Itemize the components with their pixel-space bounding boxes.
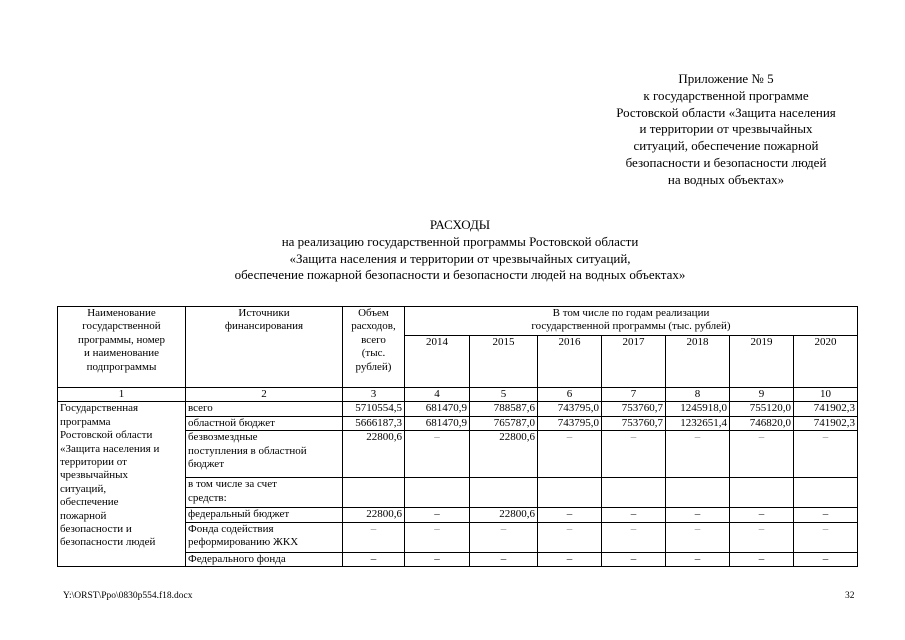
title-line: на реализацию государственной программы Ростовской области — [281, 233, 639, 249]
year-cell: – — [794, 522, 858, 552]
title-line: «Защита населения и территории от чрезвычайных ситуаций, — [289, 250, 631, 266]
year-cell: – — [730, 508, 794, 522]
header-year: 2018 — [666, 336, 730, 388]
year-cell: – — [730, 522, 794, 552]
year-cell: 743795,0 — [538, 402, 602, 416]
header-year: 2016 — [538, 336, 602, 388]
expenses-table — [57, 306, 858, 567]
source-cell: Федерального фонда — [186, 552, 343, 566]
column-number: 9 — [730, 388, 794, 402]
year-cell: 755120,0 — [730, 402, 794, 416]
column-number: 8 — [666, 388, 730, 402]
total-cell: 5710554,5 — [343, 402, 405, 416]
year-cell: 753760,7 — [602, 402, 666, 416]
total-cell: 22800,6 — [343, 508, 405, 522]
year-cell: 1232651,4 — [666, 416, 730, 430]
column-number: 3 — [343, 388, 405, 402]
year-cell: 753760,7 — [602, 416, 666, 430]
table-row — [58, 402, 858, 416]
title-heading: РАСХОДЫ — [429, 217, 491, 232]
year-cell: – — [470, 552, 538, 566]
year-cell — [730, 478, 794, 508]
document-title — [180, 217, 740, 284]
appendix-line: безопасности и безопасности людей — [625, 154, 827, 170]
year-cell: – — [470, 522, 538, 552]
year-cell: – — [538, 508, 602, 522]
year-cell — [538, 478, 602, 508]
source-cell: федеральный бюджет — [186, 508, 343, 522]
source-cell: безвозмездные поступления в областной бюджет — [186, 431, 343, 478]
header-year: 2019 — [730, 336, 794, 388]
year-cell: – — [602, 508, 666, 522]
year-cell: – — [602, 522, 666, 552]
year-cell: 22800,6 — [470, 508, 538, 522]
year-cell: – — [666, 508, 730, 522]
source-cell: в том числе за счет средств: — [186, 478, 343, 508]
year-cell: 765787,0 — [470, 416, 538, 430]
year-cell: – — [666, 522, 730, 552]
year-cell: – — [405, 522, 470, 552]
appendix-line: и территории от чрезвычайных — [639, 121, 813, 137]
header-total: Объем расходов, всего (тыс. рублей) — [343, 307, 405, 388]
year-cell: – — [602, 431, 666, 478]
column-number: 6 — [538, 388, 602, 402]
year-cell — [405, 478, 470, 508]
year-cell: – — [794, 552, 858, 566]
year-cell: – — [794, 508, 858, 522]
column-number: 7 — [602, 388, 666, 402]
year-cell — [470, 478, 538, 508]
footer-page-number: 32 — [845, 591, 855, 601]
year-cell: 681470,9 — [405, 416, 470, 430]
source-cell: областной бюджет — [186, 416, 343, 430]
year-cell: – — [794, 431, 858, 478]
column-number-row — [58, 388, 858, 402]
column-number: 1 — [58, 388, 186, 402]
year-cell: – — [405, 552, 470, 566]
year-cell: 788587,6 — [470, 402, 538, 416]
header-year: 2015 — [470, 336, 538, 388]
total-cell: 22800,6 — [343, 431, 405, 478]
appendix-line: на водных объектах» — [667, 171, 785, 187]
appendix-line: к государственной программе — [643, 87, 809, 103]
year-cell: – — [538, 522, 602, 552]
year-cell: 741902,3 — [794, 416, 858, 430]
column-number: 5 — [470, 388, 538, 402]
column-number: 4 — [405, 388, 470, 402]
source-cell: всего — [186, 402, 343, 416]
year-cell: – — [538, 431, 602, 478]
year-cell: 1245918,0 — [666, 402, 730, 416]
appendix-line: ситуаций, обеспечение пожарной — [633, 138, 819, 154]
title-line: обеспечение пожарной безопасности и безопасности людей на водных объектах» — [234, 267, 686, 283]
year-cell: 746820,0 — [730, 416, 794, 430]
total-cell — [343, 478, 405, 508]
column-number: 2 — [186, 388, 343, 402]
header-source: Источники финансирования — [186, 307, 343, 388]
header-year: 2017 — [602, 336, 666, 388]
header-name: Наименование государственной программы, номер и наименование подпрограммы — [58, 307, 186, 388]
year-cell — [794, 478, 858, 508]
year-cell: – — [666, 431, 730, 478]
year-cell: – — [405, 431, 470, 478]
header-year: 2020 — [794, 336, 858, 388]
year-cell: – — [730, 552, 794, 566]
year-cell: – — [538, 552, 602, 566]
year-cell: 22800,6 — [470, 431, 538, 478]
year-cell — [666, 478, 730, 508]
header-years-group: В том числе по годам реализации государственной программы (тыс. рублей) — [405, 307, 858, 336]
program-name-cell: Государственная программа Ростовской области «Защита населения и территории от чрезвычайных ситуаций, обеспечение пожарной безопасности и безопасности людей — [58, 402, 186, 567]
total-cell: 5666187,3 — [343, 416, 405, 430]
appendix-line: Приложение № 5 — [678, 71, 774, 86]
source-cell: Фонда содействия реформированию ЖКХ — [186, 522, 343, 552]
year-cell: – — [730, 431, 794, 478]
year-cell: – — [602, 552, 666, 566]
total-cell: – — [343, 522, 405, 552]
footer-file-path: Y:\ORST\Ppo\0830p554.f18.docx — [63, 591, 193, 601]
year-cell: 741902,3 — [794, 402, 858, 416]
header-year: 2014 — [405, 336, 470, 388]
year-cell: 681470,9 — [405, 402, 470, 416]
appendix-line: Ростовской области «Защита населения — [616, 104, 836, 120]
column-number: 10 — [794, 388, 858, 402]
year-cell: – — [666, 552, 730, 566]
total-cell: – — [343, 552, 405, 566]
year-cell — [602, 478, 666, 508]
year-cell: 743795,0 — [538, 416, 602, 430]
appendix-block — [596, 71, 856, 189]
year-cell: – — [405, 508, 470, 522]
